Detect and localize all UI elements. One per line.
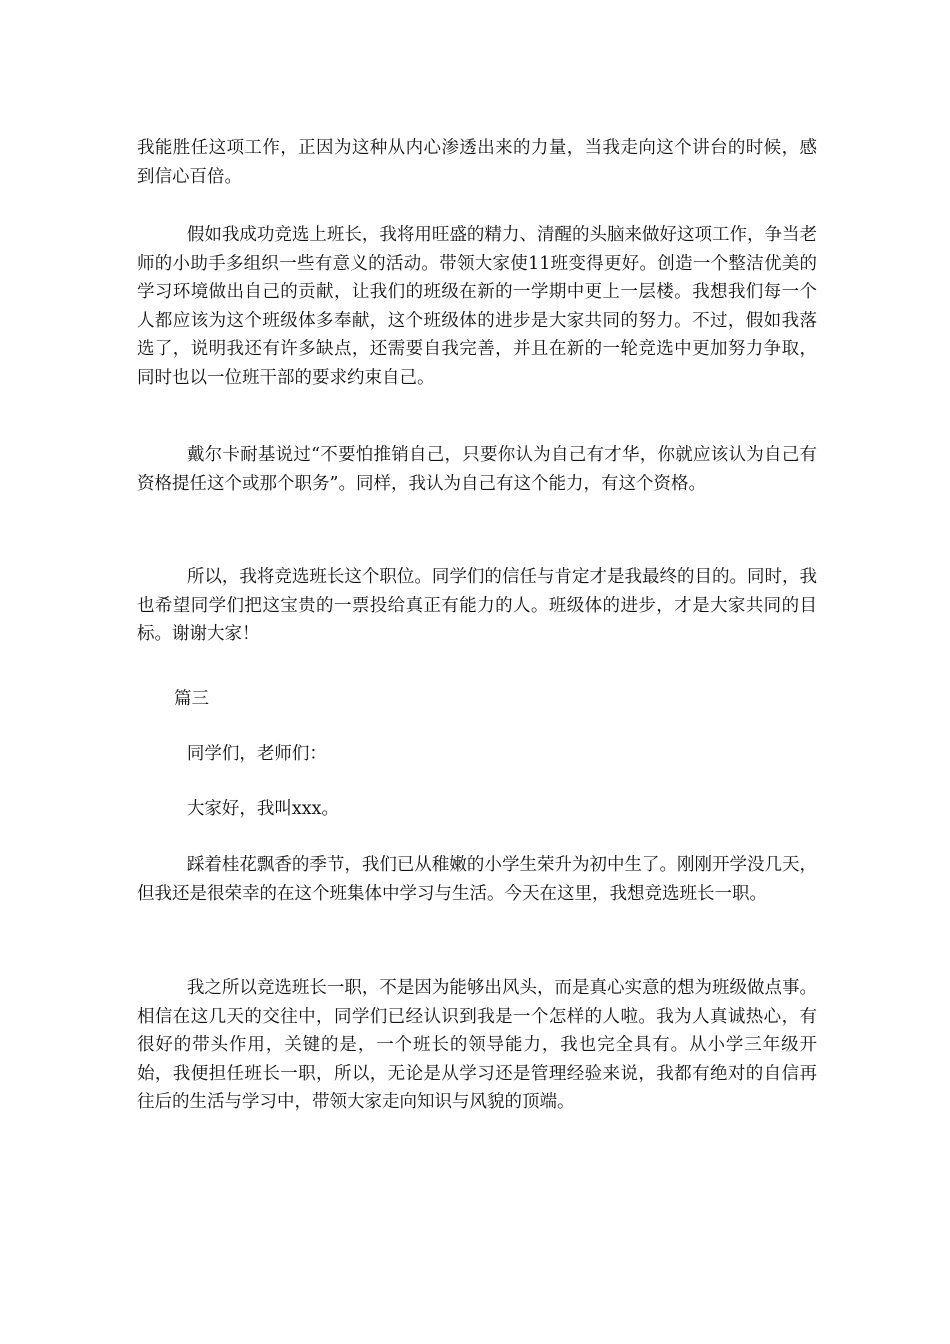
paragraph-conclusion: 所以，我将竞选班长这个职位。同学们的信任与肯定才是我最终的目的。同时，我也希望同学们把这宝贵的一票投给真正有能力的人。班级体的进步，才是大家共同的目标。谢谢大家！ bbox=[137, 567, 817, 644]
paragraph-greeting-audience: 同学们，老师们： bbox=[186, 744, 327, 764]
paragraph-carnegie-quote: 戴尔卡耐基说过“不要怕推销自己，只要你认为自己有才华，你就应该认为自己有资格提任这个或那个职务”。同样，我认为自己有这个能力，有这个资格。 bbox=[137, 445, 817, 494]
paragraph-if-elected: 假如我成功竞选上班长，我将用旺盛的精力、清醒的头脑来做好这项工作，争当老师的小助手多组织一些有意义的活动。带领大家使11班变得更好。创造一个整洁优美的学习环境做出自己的贡献，让我们的班级在新的一学期中更上一层楼。我想我们每一个人都应该为这个班级体多奉献，这个班级体的进步是大家共同的努力。不过，假如我落选了，说明我还有许多缺点，还需要自我完善，并且在新的一轮竞选中更加努力争取，同时也以一位班干部的要求约束自己。 bbox=[137, 225, 817, 388]
section-heading: 篇三 bbox=[174, 689, 209, 709]
paragraph-self-introduction: 大家好，我叫xxx。 bbox=[186, 799, 339, 819]
paragraph-confidence: 我能胜任这项工作，正因为这种从内心渗透出来的力量，当我走向这个讲台的时候，感到信心百倍。 bbox=[137, 138, 817, 187]
paragraph-reason-for-running: 我之所以竞选班长一职，不是因为能够出风头，而是真心实意的想为班级做点事。相信在这几天的交往中，同学们已经认识到我是一个怎样的人啦。我为人真诚热心，有很好的带头作用，关键的是，一个班长的领导能力，我也完全具有。从小学三年级开始，我便担任班长一职，所以，无论是从学习还是管理经验来说，我都有绝对的自信再往后的生活与学习中，带领大家走向知识与风貌的顶端。 bbox=[137, 978, 817, 1112]
paragraph-new-semester: 踩着桂花飘香的季节，我们已从稚嫩的小学生荣升为初中生了。刚刚开学没几天，但我还是很荣幸的在这个班集体中学习与生活。今天在这里，我想竞选班长一职。 bbox=[137, 855, 817, 904]
